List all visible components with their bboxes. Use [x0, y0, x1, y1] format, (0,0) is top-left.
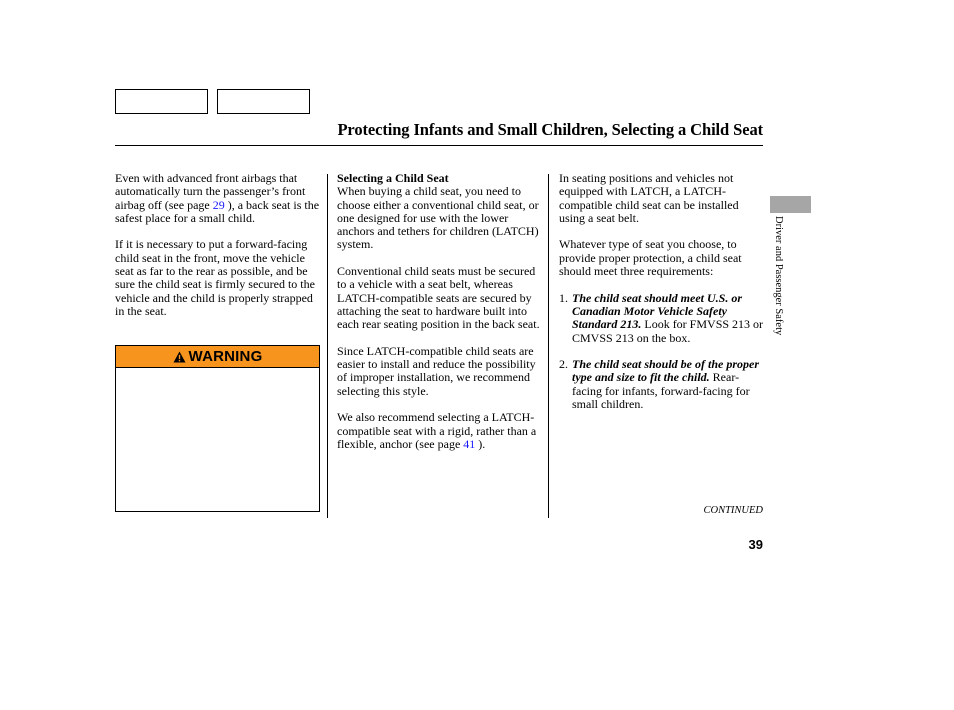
warning-header — [116, 346, 319, 368]
page-link-41[interactable]: 41 — [463, 436, 476, 451]
column-divider-2 — [548, 174, 549, 518]
column-3 — [559, 172, 765, 425]
page-title: Protecting Infants and Small Children, Selecting a Child Seat — [337, 120, 763, 139]
requirement-item: 2. The child seat should be of the proper type and size to fit the child. Rear-facing for infants, forward-facing for small children. — [559, 357, 760, 412]
paragraph-choose-seat: When buying a child seat, you need to choose either a conventional child seat, or one designed for use with the lower anchors and tethers for children (LATCH) system. — [337, 184, 539, 252]
paragraph-airbags: Even with advanced front airbags that automatically turn the passenger’s front airbag off (see page 29 ), a back seat is the safest place for a small child. — [115, 171, 320, 225]
warning-triangle-icon — [173, 351, 186, 363]
requirement-item: 1. The child seat should meet U.S. or Canadian Motor Vehicle Safety Standard 213. Look for FMVSS 213 or CMVSS 213 on the box. — [559, 290, 764, 345]
column-divider-1 — [327, 174, 328, 518]
column-2 — [337, 172, 541, 465]
page-number: 39 — [748, 537, 763, 552]
paragraph-no-latch: In seating positions and vehicles not equipped with LATCH, a LATCH-compatible child seat can be installed using a seat belt. — [559, 171, 739, 225]
paragraph-requirements-intro: Whatever type of seat you choose, to provide proper protection, a child seat should meet three requirements: — [559, 237, 742, 279]
section-tab[interactable] — [770, 196, 811, 213]
paragraph-rigid-anchor: We also recommend selecting a LATCH-compatible seat with a rigid, rather than a flexible, anchor (see page 41 ). — [337, 410, 537, 451]
paragraph-front-seat: If it is necessary to put a forward-facing child seat in the front, move the vehicle seat as far to the rear as possible, and be sure the child seat is firmly secured to the vehicle and the child is properly strapped in the seat. — [115, 237, 315, 318]
warning-label: WARNING — [188, 348, 263, 365]
nav-box-previous[interactable] — [115, 89, 208, 114]
title-rule — [115, 145, 763, 146]
warning-box — [115, 345, 320, 512]
nav-box-next[interactable] — [217, 89, 310, 114]
section-heading: Selecting a Child Seat — [337, 171, 449, 185]
paragraph-latch-recommend: Since LATCH-compatible child seats are easier to install and reduce the possibility of improper installation, we recommend selecting this style. — [337, 343, 536, 398]
column-1 — [115, 172, 321, 332]
page-link-29[interactable]: 29 — [212, 197, 225, 212]
paragraph-conventional-seats: Conventional child seats must be secured to a vehicle with a seat belt, whereas LATCH-compatible seats are secured by attaching the seat to hardware built into each rear seating position in the back seat. — [337, 264, 540, 332]
continued-label: CONTINUED — [703, 505, 763, 516]
section-label: Driver and Passenger Safety — [773, 216, 784, 336]
